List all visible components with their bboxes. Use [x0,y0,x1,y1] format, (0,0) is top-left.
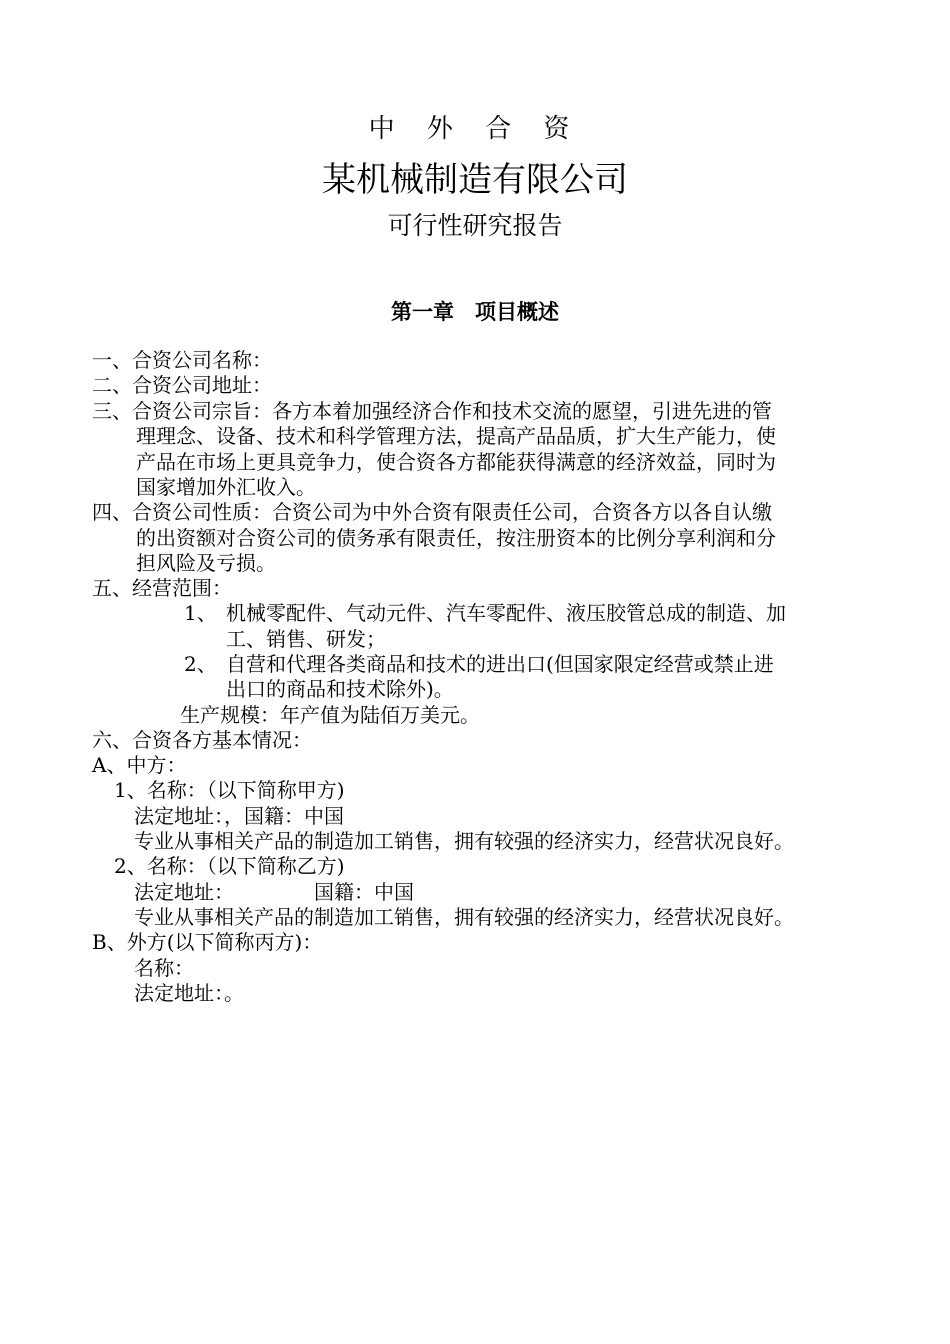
chapter-heading: 第一章 项目概述 [391,300,559,324]
section-3-purpose-cont: 国家增加外汇收入。 [136,475,316,499]
section-5-business-scope: 五、经营范围： [92,576,232,600]
party-a-chinese: A、中方： [92,753,187,777]
party-2-name: 2、名称：（以下简称乙方) [114,854,345,878]
foreign-party-address: 法定地址：。 [134,981,244,1005]
section-3-purpose: 三、合资公司宗旨：各方本着加强经济合作和技术交流的愿望，引进先进的管 [92,399,772,423]
report-title: 可行性研究报告 [387,211,563,240]
company-name-title: 某机械制造有限公司 [322,160,628,200]
scope-item-2-text: 自营和代理各类商品和技术的进出口(但国家限定经营或禁止进 [226,652,774,676]
scope-item-1-text-cont: 工、销售、研发； [226,627,386,651]
party-1-name: 1、名称：（以下简称甲方) [114,778,345,802]
scope-item-2-number: 2、 [184,652,217,676]
scope-item-2-text-cont: 出口的商品和技术除外)。 [226,677,454,701]
scope-item-1-text: 机械零配件、气动元件、汽车零配件、液压胶管总成的制造、加 [226,601,786,625]
party-1-description: 专业从事相关产品的制造加工销售，拥有较强的经济实力，经营状况良好。 [134,829,794,853]
section-2-company-address: 二、合资公司地址： [92,373,272,397]
party-2-nationality: 国籍：中国 [314,880,414,904]
doc-label-joint-venture: 中 外 合 资 [368,114,582,144]
section-3-purpose-cont: 理理念、设备、技术和科学管理方法，提高产品品质，扩大生产能力，使 [136,424,776,448]
production-scale: 生产规模：年产值为陆佰万美元。 [180,703,480,727]
section-4-nature-cont: 担风险及亏损。 [136,551,276,575]
section-4-nature-cont: 的出资额对合资公司的债务承有限责任，按注册资本的比例分享利润和分 [136,526,776,550]
section-1-company-name: 一、合资公司名称： [92,348,272,372]
section-3-purpose-cont: 产品在市场上更具竞争力，使合资各方都能获得满意的经济效益，同时为 [136,450,776,474]
party-2-address: 法定地址： [134,880,234,904]
party-1-address: 法定地址：，国籍：中国 [134,804,344,828]
party-2-description: 专业从事相关产品的制造加工销售，拥有较强的经济实力，经营状况良好。 [134,905,794,929]
foreign-party-name: 名称： [134,956,194,980]
party-b-foreign: B、外方(以下简称丙方)： [92,930,323,954]
section-6-parties: 六、合资各方基本情况： [92,728,312,752]
section-4-nature: 四、合资公司性质：合资公司为中外合资有限责任公司，合资各方以各自认缴 [92,500,772,524]
scope-item-1-number: 1、 [184,601,217,625]
